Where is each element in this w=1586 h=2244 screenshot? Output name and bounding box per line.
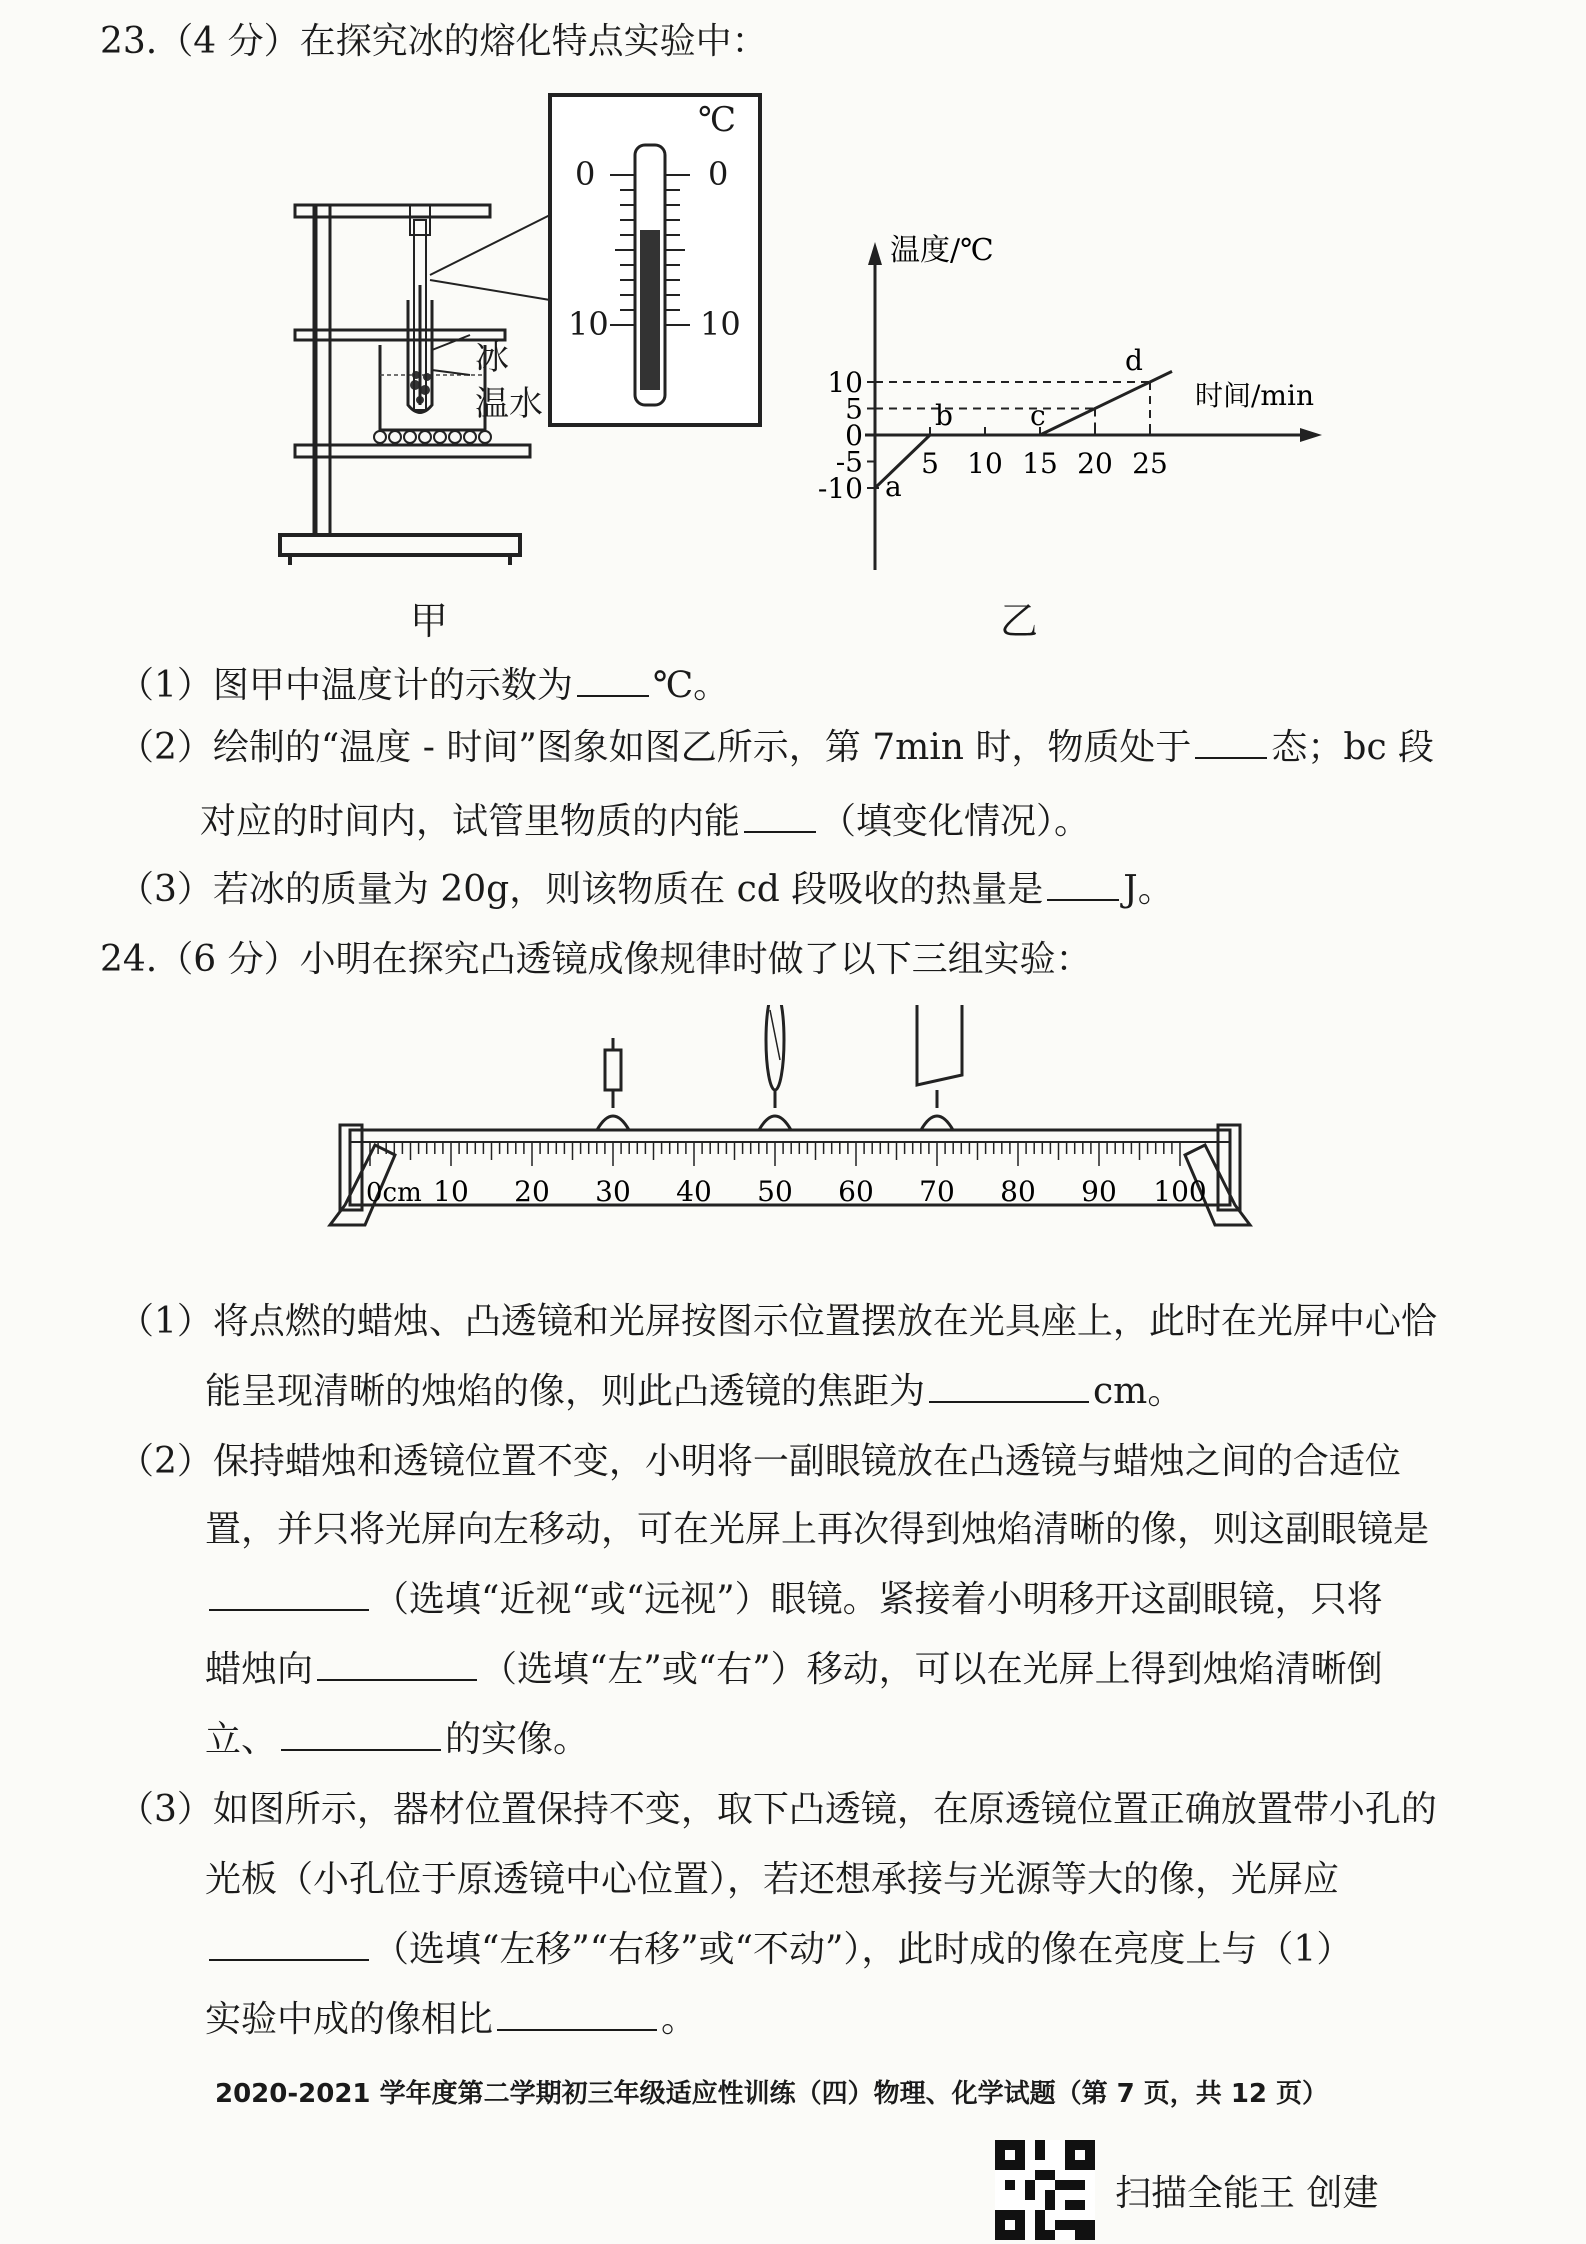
page-footer: 2020-2021 学年度第二学期初三年级适应性训练（四）物理、化学试题（第 7 页，共 12 页） xyxy=(215,2079,1329,2109)
point-label-b: b xyxy=(935,399,953,432)
q24-part2-line3-text: （选填“近视“或“远视”）眼镜。紧接着小明移开这副眼镜，只将 xyxy=(373,1579,1383,1620)
q24-part2-line5-text: 立、 xyxy=(205,1719,278,1760)
convex-lens-icon xyxy=(766,1005,784,1090)
x-tick-label: 10 xyxy=(967,447,1003,480)
q23-part2-text-after: 态；bc 段 xyxy=(1271,727,1435,768)
y-tick-label: 10 xyxy=(827,366,863,399)
answer-blank[interactable] xyxy=(1047,869,1119,901)
point-label-d: d xyxy=(1125,344,1143,377)
q24-part3-line3-text: （选填“左移”“右移”或“不动”），此时成的像在亮度上与（1） xyxy=(373,1929,1353,1970)
thermometer-left-bottom: 10 xyxy=(568,305,609,343)
scale-label-start: 0cm xyxy=(366,1178,422,1208)
q24-part1-text: 能呈现清晰的烛焰的像，则此凸透镜的焦距为 xyxy=(205,1371,926,1412)
scale-label: 50 xyxy=(757,1175,793,1208)
q23-part3-text: （3）若冰的质量为 20g，则该物质在 cd 段吸收的热量是 xyxy=(118,869,1044,910)
q23-header: 23.（4 分）在探究冰的熔化特点实验中： xyxy=(100,21,768,62)
scale-label: 70 xyxy=(919,1175,955,1208)
q23-part1-unit: ℃。 xyxy=(652,665,730,706)
label-warm-water: 温水 xyxy=(475,384,543,424)
q23-part2-line2-after: （填变化情况）。 xyxy=(820,801,1091,842)
answer-blank[interactable] xyxy=(209,1579,369,1611)
scale-label: 90 xyxy=(1081,1175,1117,1208)
thermometer-right-top: 0 xyxy=(708,155,729,193)
q24-part2-line4-after: （选填“左”或“右”）移动，可以在光屏上得到烛焰清晰倒 xyxy=(481,1649,1383,1690)
answer-blank[interactable] xyxy=(1195,727,1267,759)
q24-part3-line3 xyxy=(205,1928,1352,1972)
figure-yi-caption: 乙 xyxy=(1000,599,1039,643)
optical-bench-figure xyxy=(320,1005,1280,1295)
figure-yi-chart xyxy=(800,230,1360,600)
scale-label: 100 xyxy=(1153,1175,1207,1208)
q23-part2-line1 xyxy=(118,726,1434,770)
q23-part1-text: （1）图甲中温度计的示数为 xyxy=(118,665,573,706)
q24-part1-line2 xyxy=(205,1370,1183,1414)
q24-part3-line4 xyxy=(205,1998,697,2042)
q24-part2-line5-after: 的实像。 xyxy=(445,1719,590,1760)
x-axis-arrow-icon xyxy=(1300,428,1322,442)
q23-part3 xyxy=(118,868,1174,912)
scale-label: 80 xyxy=(1000,1175,1036,1208)
series-line-extension xyxy=(1150,371,1172,382)
y-tick-label: 0 xyxy=(845,419,863,452)
answer-blank[interactable] xyxy=(497,1999,657,2031)
q23-part2-line2-text: 对应的时间内，试管里物质的内能 xyxy=(200,801,741,842)
point-label-a: a xyxy=(885,470,902,503)
q24-header: 24.（6 分）小明在探究凸透镜成像规律时做了以下三组实验： xyxy=(100,939,1092,980)
q23-part2-line2 xyxy=(200,800,1090,844)
candle-icon xyxy=(605,1050,621,1090)
x-axis-label: 时间/min xyxy=(1195,379,1314,412)
candle-holder xyxy=(597,1116,629,1130)
q24-part3-line1: （3）如图所示，器材位置保持不变，取下凸透镜，在原透镜位置正确放置带小孔的 xyxy=(118,1789,1437,1830)
y-tick-label: 5 xyxy=(845,392,863,426)
label-ice: 冰 xyxy=(475,338,509,378)
figure-jia-caption: 甲 xyxy=(410,599,449,643)
point-label-c: c xyxy=(1030,399,1046,432)
x-tick-label: 20 xyxy=(1077,447,1113,480)
answer-blank[interactable] xyxy=(209,1929,369,1961)
y-axis-label: 温度/℃ xyxy=(890,233,994,268)
screen-holder xyxy=(921,1116,953,1130)
thermometer-unit: ℃ xyxy=(698,100,737,140)
q23-part1 xyxy=(118,664,729,708)
x-tick-label: 15 xyxy=(1022,447,1058,480)
q24-part1-unit: cm。 xyxy=(1093,1371,1184,1412)
answer-blank[interactable] xyxy=(929,1371,1089,1403)
q24-part2-line1: （2）保持蜡烛和透镜位置不变，小明将一副眼镜放在凸透镜与蜡烛之间的合适位 xyxy=(118,1441,1401,1482)
q24-part2-line4 xyxy=(205,1648,1383,1692)
scanner-watermark: 扫描全能王 创建 xyxy=(1115,2173,1379,2214)
answer-blank[interactable] xyxy=(577,665,649,697)
scale-label: 30 xyxy=(595,1175,631,1208)
q24-part3-line4-text: 实验中成的像相比 xyxy=(205,1999,494,2040)
scale-label: 20 xyxy=(514,1175,550,1208)
scale-label: 10 xyxy=(433,1175,469,1208)
q23-part2-text: （2）绘制的“温度 - 时间”图象如图乙所示，第 7min 时，物质处于 xyxy=(118,727,1192,768)
qr-code-icon xyxy=(995,2140,1095,2240)
lens-hatch xyxy=(770,1010,780,1060)
light-screen-icon xyxy=(917,1005,962,1085)
q24-part2-line5 xyxy=(205,1718,589,1762)
q23-part3-unit: J。 xyxy=(1123,869,1174,910)
x-tick-label: 5 xyxy=(921,447,939,480)
q24-part3-line4-after: 。 xyxy=(661,1999,698,2040)
thermometer-left-top: 0 xyxy=(575,155,596,193)
answer-blank[interactable] xyxy=(744,801,816,833)
answer-blank[interactable] xyxy=(317,1649,477,1681)
scale-label: 60 xyxy=(838,1175,874,1208)
thermometer-right-bottom: 10 xyxy=(700,305,741,343)
q24-part2-line3 xyxy=(205,1578,1383,1622)
y-axis-arrow-icon xyxy=(868,242,882,265)
x-tick-label: 25 xyxy=(1132,447,1168,480)
scale-label: 40 xyxy=(676,1175,712,1208)
q24-part2-line2: 置，并只将光屏向左移动，可在光屏上再次得到烛焰清晰的像，则这副眼镜是 xyxy=(205,1509,1430,1550)
answer-blank[interactable] xyxy=(281,1719,441,1751)
q24-part2-line4-text: 蜡烛向 xyxy=(205,1649,314,1690)
q24-part3-line2: 光板（小孔位于原透镜中心位置），若还想承接与光源等大的像，光屏应 xyxy=(205,1859,1340,1900)
lens-holder xyxy=(759,1116,791,1130)
y-tick-label: -10 xyxy=(817,472,863,505)
q24-part1-line1: （1）将点燃的蜡烛、凸透镜和光屏按图示位置摆放在光具座上，此时在光屏中心恰 xyxy=(118,1301,1437,1342)
y-tick-label: -5 xyxy=(835,445,863,479)
